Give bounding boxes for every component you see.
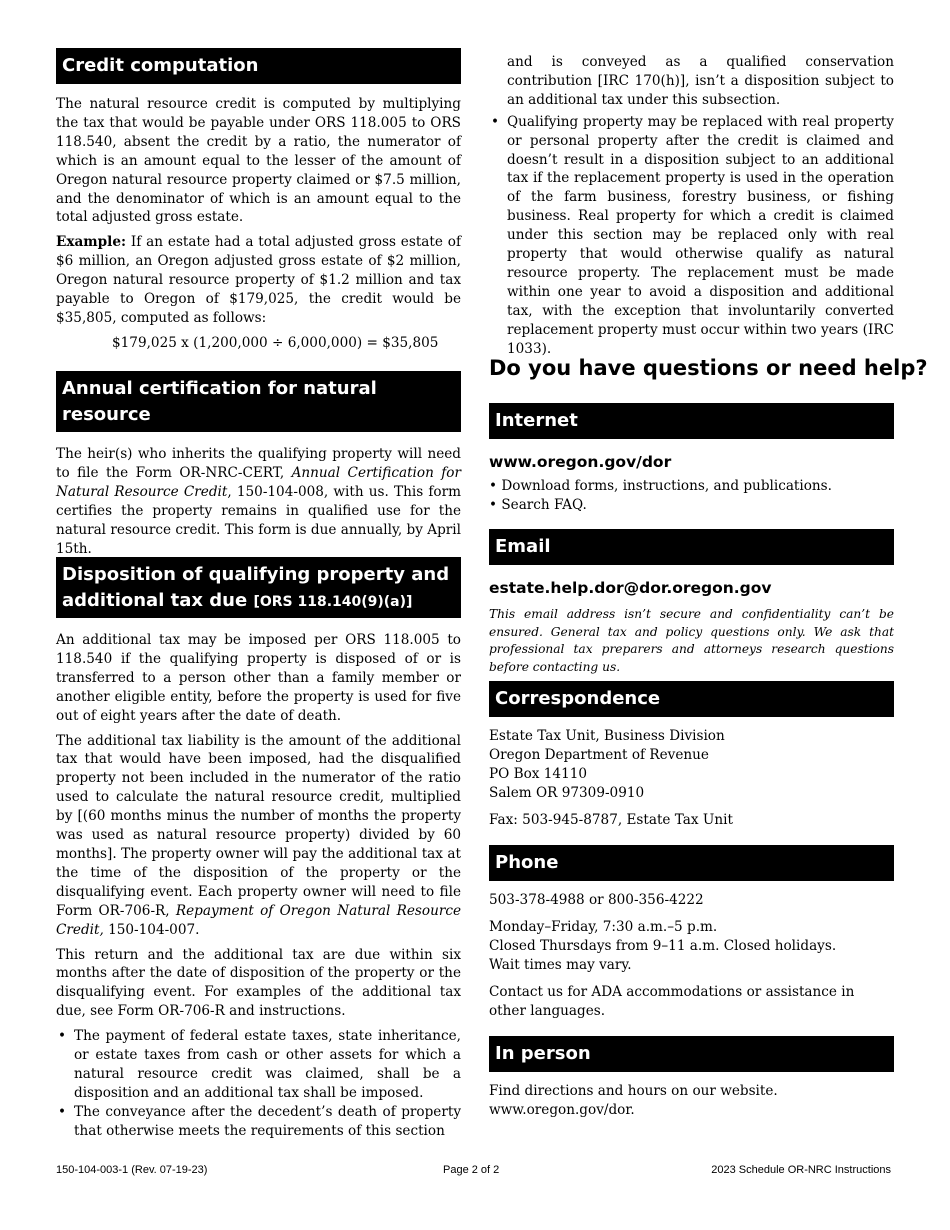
credit-formula: $179,025 x (1,200,000 ÷ 6,000,000) = $35,805 — [112, 334, 439, 351]
disposition-paragraph-3: This return and the additional tax are due within six months after the date of disposition of the property or the disqualifying event. For examples of the additional tax due, see Form OR-706-R and instructions. — [56, 946, 461, 1020]
fax-number: Fax: 503-945-8787, Estate Tax Unit — [489, 811, 733, 828]
section-heading-disposition — [56, 557, 461, 618]
example-text: If an estate had a total adjusted gross estate of $6 million, an Oregon adjusted gross estate of $2 million, Oregon natural resource property of $1.2 million and tax payable to Oregon of $179,025, the credit would be $35,805, computed as follows: — [56, 234, 461, 326]
heading-line-2: credit [ORS 118.140(10)] — [62, 430, 275, 451]
section-heading-in-person — [489, 1036, 894, 1072]
phone-details — [489, 891, 894, 1020]
list-item: • Download forms, instructions, and publications. — [489, 478, 832, 494]
mailing-address — [489, 727, 894, 830]
form-title: Annual Certification for Natural Resource Credit — [56, 464, 461, 500]
hours-line: Closed Thursdays from 9–11 a.m. Closed holidays. — [489, 937, 837, 954]
address-line: Estate Tax Unit, Business Division — [489, 728, 725, 744]
heading-text: Email — [495, 536, 551, 557]
internet-list — [489, 477, 894, 515]
disposition-paragraph-1: An additional tax may be imposed per ORS 118.005 to 118.540 if the qualifying property is disposed of or is transferred to a person other than a family member or another eligible entity, before the property is used for five out of eight years after the date of death. — [56, 632, 461, 724]
section-heading-correspondence — [489, 681, 894, 717]
list-item: • Search FAQ. — [489, 496, 587, 513]
ada-note: Contact us for ADA accommodations or assistance in other languages. — [489, 983, 855, 1019]
list-item: • The payment of federal estate taxes, state inheritance, or estate taxes from cash or other assets for which a natural resource credit was claimed, shall be a disposition and an additional tax shall be imposed. — [56, 1027, 461, 1103]
statute-reference: [ORS 118.140(10)] — [127, 434, 275, 450]
heading-line-2: additional tax due [ORS 118.140(9)(a)] — [62, 590, 413, 611]
heading-text: Correspondence — [495, 688, 661, 709]
hours-line: Wait times may vary. — [489, 956, 632, 973]
address-line: Salem OR 97309-0910 — [489, 784, 645, 801]
help-heading: Do you have questions or need help? — [489, 356, 928, 380]
footer-document-title: 2023 Schedule OR-NRC Instructions — [711, 1164, 891, 1176]
heading-text: Credit computation — [62, 55, 259, 76]
example-label: Example: — [56, 234, 126, 251]
directions-text: Find directions and hours on our website. — [489, 1083, 778, 1099]
heading-text: Phone — [495, 852, 559, 873]
in-person-details — [489, 1082, 894, 1120]
disposition-continuation — [489, 53, 894, 359]
footer-page-number: Page 2 of 2 — [443, 1164, 500, 1176]
disposition-body — [56, 631, 461, 1141]
phone-numbers: 503-378-4988 or 800-356-4222 — [489, 892, 704, 908]
section-heading-credit-computation — [56, 48, 461, 84]
heading-line-1: Disposition of qualifying property and — [62, 564, 450, 585]
address-line: PO Box 14110 — [489, 765, 588, 782]
continuation-text: and is conveyed as a qualified conservation contribution [IRC 170(h)], isn’t a disposition subject to an additional tax under this subsection. — [507, 54, 894, 108]
credit-computation-paragraph: The natural resource credit is computed by multiplying the tax that would be payable under ORS 118.005 to ORS 118.540, absent the credit by a ratio, the numerator of which is an amount equal to the lesser of the amount of Oregon natural resource property claimed or $7.5 million, and the denominator of which is an amount equal to the total adjusted gross estate. — [56, 96, 461, 226]
example-paragraph — [56, 233, 461, 328]
section-heading-email — [489, 529, 894, 565]
statute-reference: [ORS 118.140(9)(a)] — [253, 594, 413, 610]
form-title: Repayment of Oregon Natural Resource Credit, — [56, 902, 461, 938]
hours-line: Monday–Friday, 7:30 a.m.–5 p.m. — [489, 918, 718, 935]
address-line: Oregon Department of Revenue — [489, 746, 709, 763]
section-heading-annual-certification — [56, 371, 461, 451]
credit-computation-body — [56, 95, 461, 353]
disposition-bullet-list — [56, 1027, 461, 1140]
list-item: • Qualifying property may be replaced with real property or personal property after the credit is claimed and doesn’t result in a disposition subject to an additional tax if the replacement property is used in the operation of the farm business, forestry business, or fishing business. Real property for which a credit is claimed under this section may be replaced only with real property that would otherwise qualify as natural resource property. The replacement must be made within one year to avoid a disposition and additional tax, with the exception that involuntarily converted replacement property must occur within two years (IRC 1033). — [489, 113, 894, 359]
website-link[interactable]: www.oregon.gov/dor. — [489, 1101, 635, 1118]
annual-certification-body — [56, 445, 461, 558]
email-note-block — [489, 606, 894, 676]
disposition-paragraph-2: The additional tax liability is the amount of the additional tax that would have been imposed, had the disqualified property not been included in the numerator of the ratio used to calculate the natural resource credit, multiplied by [(60 months minus the number of months the property was used as natural resource property) divided by 60 months]. The property owner will pay the additional tax at the time of the disposition of the property or the disqualifying event. Each property owner will need to file Form OR-706-R, Repayment of Oregon Natural Resource Credit, 150-104-007. — [56, 732, 461, 938]
section-heading-phone — [489, 845, 894, 881]
list-item: • The conveyance after the decedent’s death of property that otherwise meets the requirements of this section — [56, 1103, 461, 1141]
website-url[interactable]: www.oregon.gov/dor — [489, 453, 672, 471]
annual-certification-paragraph: The heir(s) who inherits the qualifying property will need to file the Form OR-NRC-CERT, Annual Certification for Natural Resource Credit, 150-104-008, with us. This form certifies the property remains in qualified use for the natural resource credit. This form is due annually, by April 15th. — [56, 446, 461, 557]
replacement-bullet-list — [489, 113, 894, 359]
heading-line-1: Annual certification for natural resource — [62, 378, 377, 425]
section-heading-internet — [489, 403, 894, 439]
footer-form-number: 150-104-003-1 (Rev. 07-19-23) — [56, 1164, 208, 1176]
heading-text: Internet — [495, 410, 578, 431]
email-note: This email address isn’t secure and confidentiality can’t be ensured. General tax and policy questions only. We ask that professional tax preparers and attorneys research questions before contacting us. — [489, 607, 894, 674]
email-address[interactable]: estate.help.dor@dor.oregon.gov — [489, 579, 772, 597]
heading-text: In person — [495, 1043, 591, 1064]
